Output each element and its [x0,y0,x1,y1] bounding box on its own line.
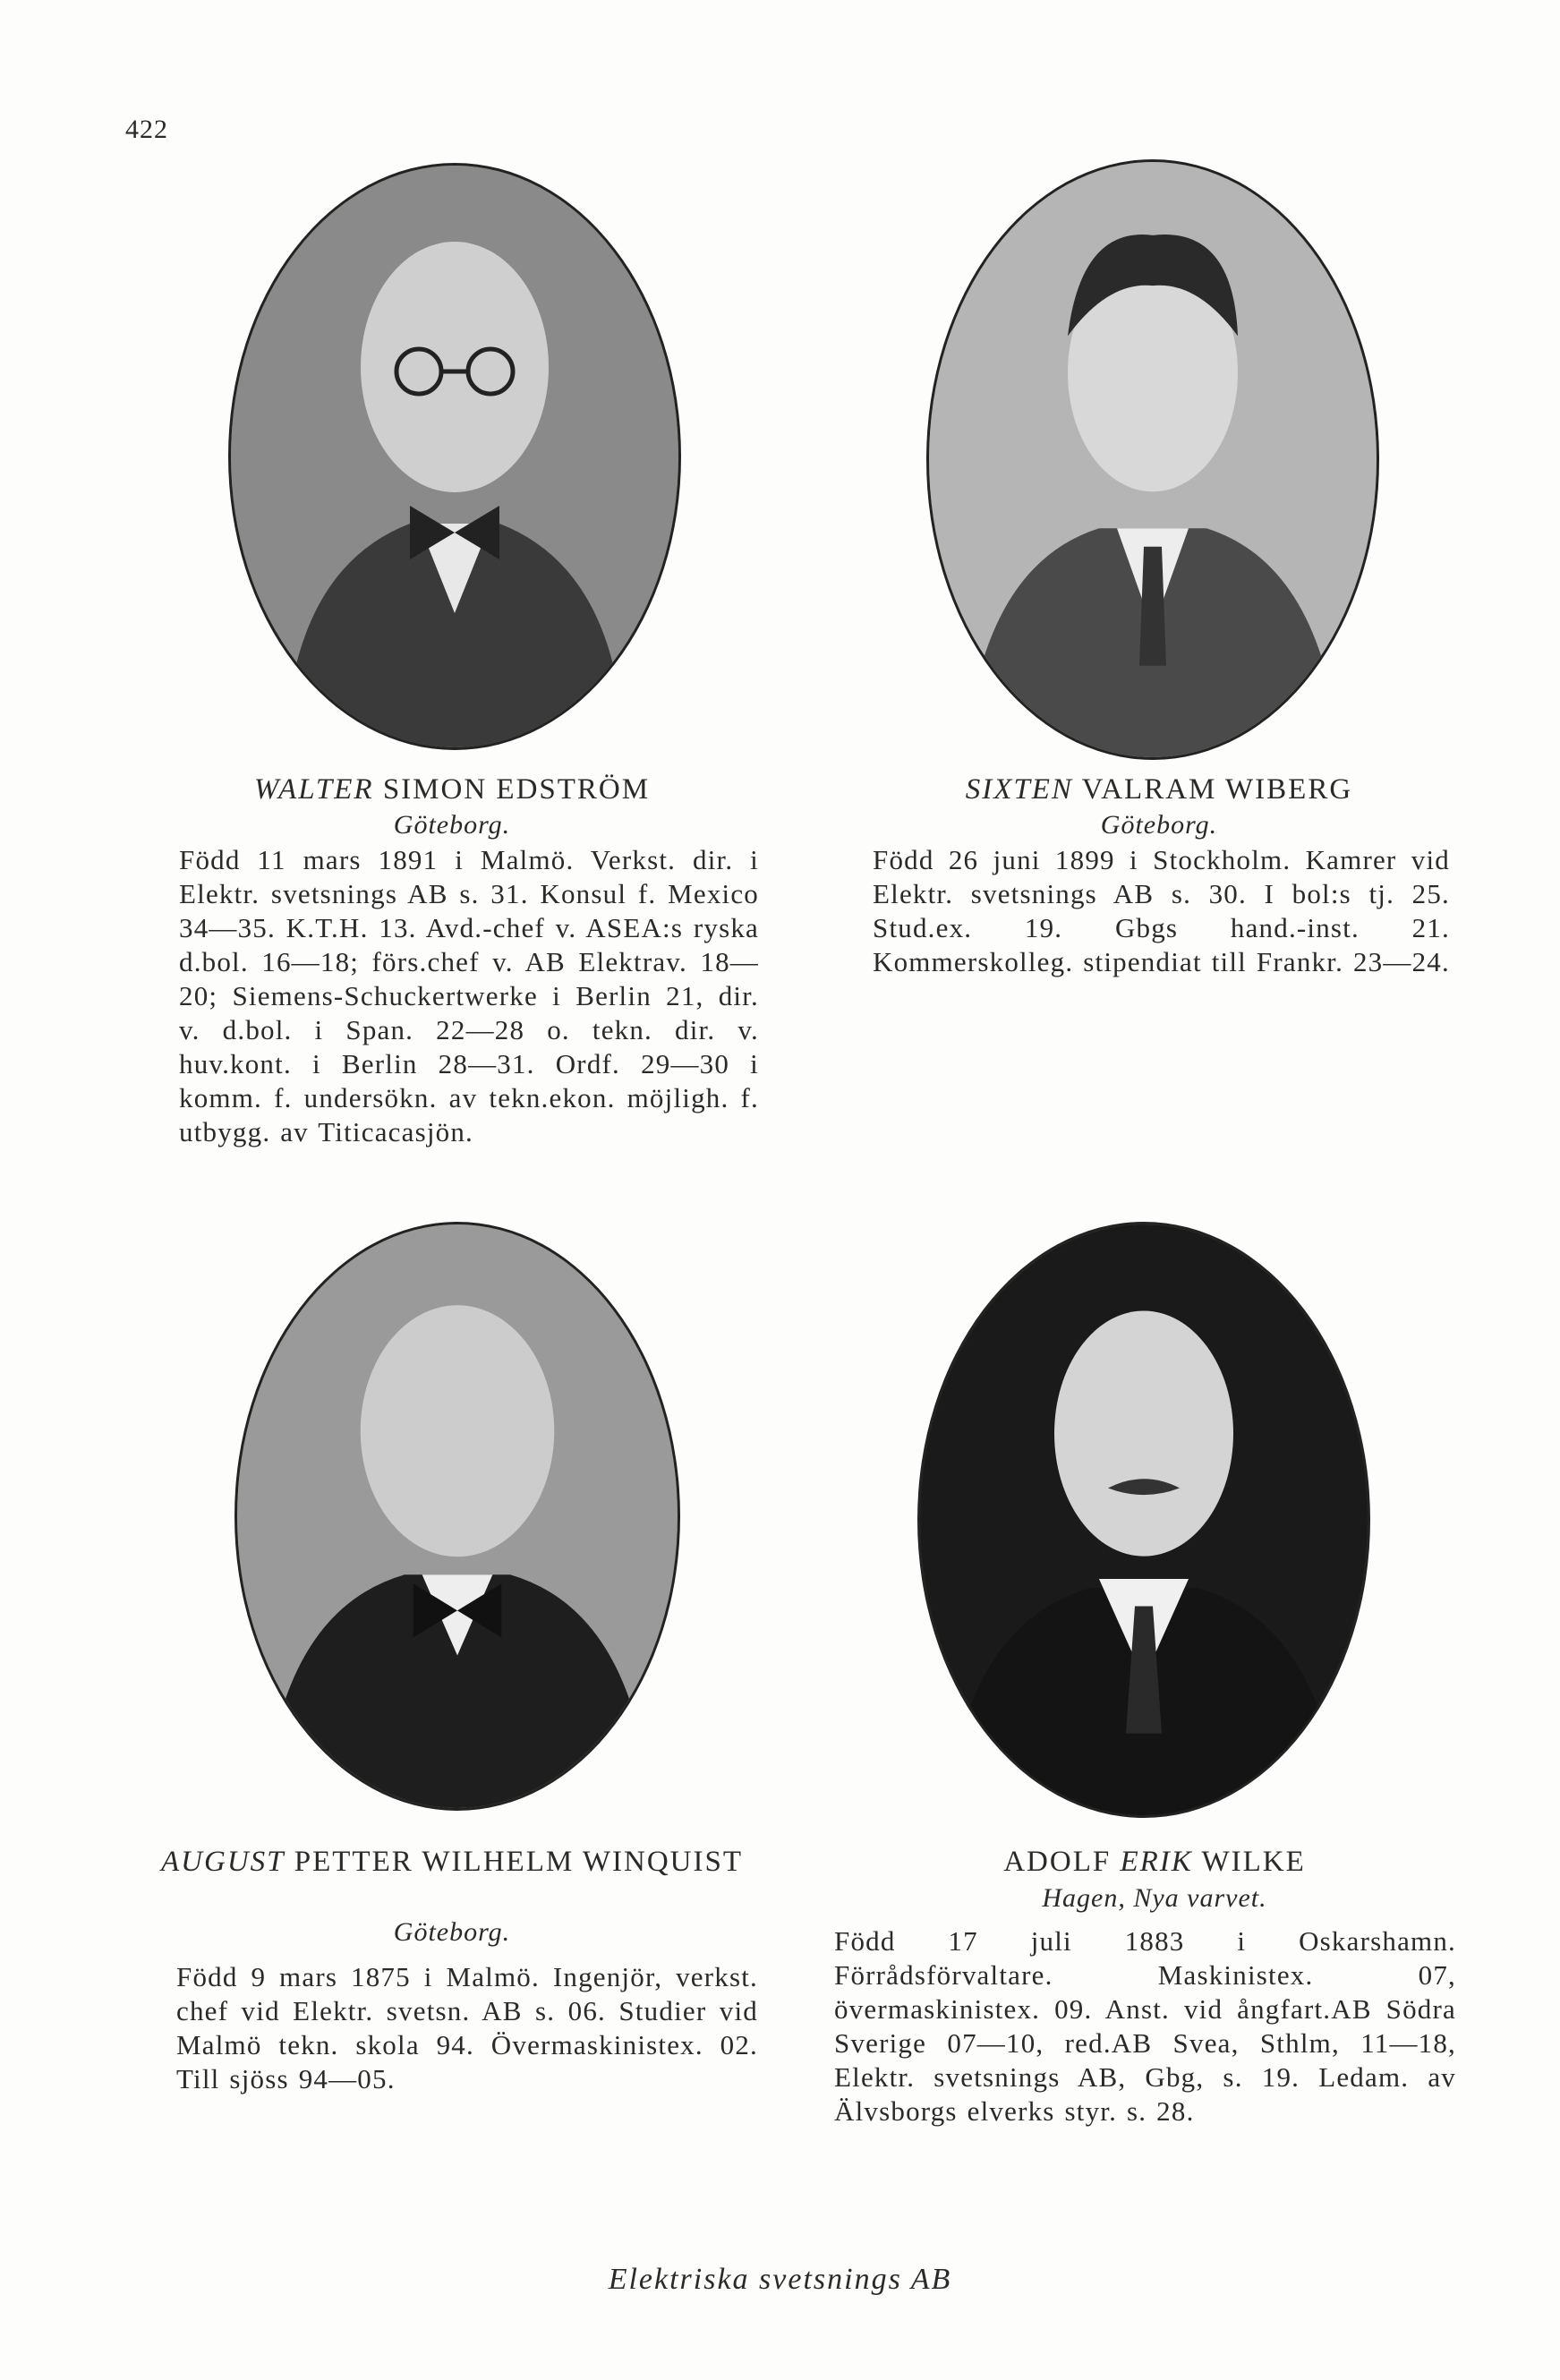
portrait-august-winquist [234,1222,680,1811]
portrait-figure-icon [231,166,678,747]
given-name: ERIK [1120,1846,1193,1878]
place-adolf-wilke: Hagen, Nya varvet. [1042,1883,1267,1913]
given-name: SIXTEN [965,773,1073,806]
portrait-adolf-wilke [917,1222,1370,1818]
name-august-winquist [148,1844,756,1880]
given-name-prefix: ADOLF [1003,1846,1112,1878]
bio-adolf-wilke: Född 17 juli 1883 i Oskarshamn. Förrådsförvaltare. Maskinistex. 07, övermaskinistex. 09. Anst. vid ångfart.AB Södra Sverige 07—10, red.AB Svea, Sthlm, 11—18, Elektr. svetsnings AB, Gbg, s. 19. Ledam. av Älvsborgs elverks styr. s. 28. [834,1925,1456,2127]
portrait-walter-edstrom [228,163,681,750]
portrait-figure-icon [929,162,1377,757]
portrait-sixten-wiberg [926,159,1379,760]
page-number: 422 [125,115,168,144]
bio-sixten-wiberg: Född 26 juni 1899 i Stockholm. Kamrer vid Elektr. svetsnings AB s. 30. I bol:s tj. 25. Stud.ex. 19. Gbgs hand.-inst. 21. Kommerskolleg. stipendiat till Frankr. 23—24. [873,844,1450,977]
given-name: WALTER [253,773,374,806]
place-walter-edstrom: Göteborg. [393,810,511,840]
given-name: AUGUST [161,1846,286,1878]
place-sixten-wiberg: Göteborg. [1100,810,1218,840]
name-sixten-wiberg [855,772,1463,807]
name-walter-edstrom [148,772,756,807]
rest-name: PETTER WILHELM WINQUIST [294,1846,743,1878]
bio-august-winquist: Född 9 mars 1875 i Malmö. Ingenjör, verkst. chef vid Elektr. svetsn. AB s. 06. Studier vid Malmö tekn. skola 94. Övermaskinistex. 02. Till sjöss 94—05. [176,1961,758,2094]
rest-name: SIMON EDSTRÖM [382,773,651,806]
portrait-figure-icon [237,1224,678,1808]
rest-name: WILKE [1201,1846,1306,1878]
rest-name: VALRAM WIBERG [1081,773,1353,806]
name-adolf-wilke [850,1844,1459,1880]
page-footer: Elektriska svetsnings AB [608,2263,952,2296]
portrait-figure-icon [920,1224,1368,1815]
bio-walter-edstrom: Född 11 mars 1891 i Malmö. Verkst. dir. i Elektr. svetsnings AB s. 31. Konsul f. Mexico 34—35. K.T.H. 13. Avd.-chef v. ASEA:s ryska d.bol. 16—18; förs.chef v. AB Elektrav. 18—20; Siemens-Schuckertwerke i Berlin 21, dir. v. d.bol. i Span. 22—28 o. tekn. dir. v. huv.kont. i Berlin 28—31. Ordf. 29—30 i komm. f. undersökn. av tekn.ekon. möjligh. f. utbygg. av Titicacasjön. [179,844,759,1147]
place-august-winquist: Göteborg. [393,1917,511,1947]
